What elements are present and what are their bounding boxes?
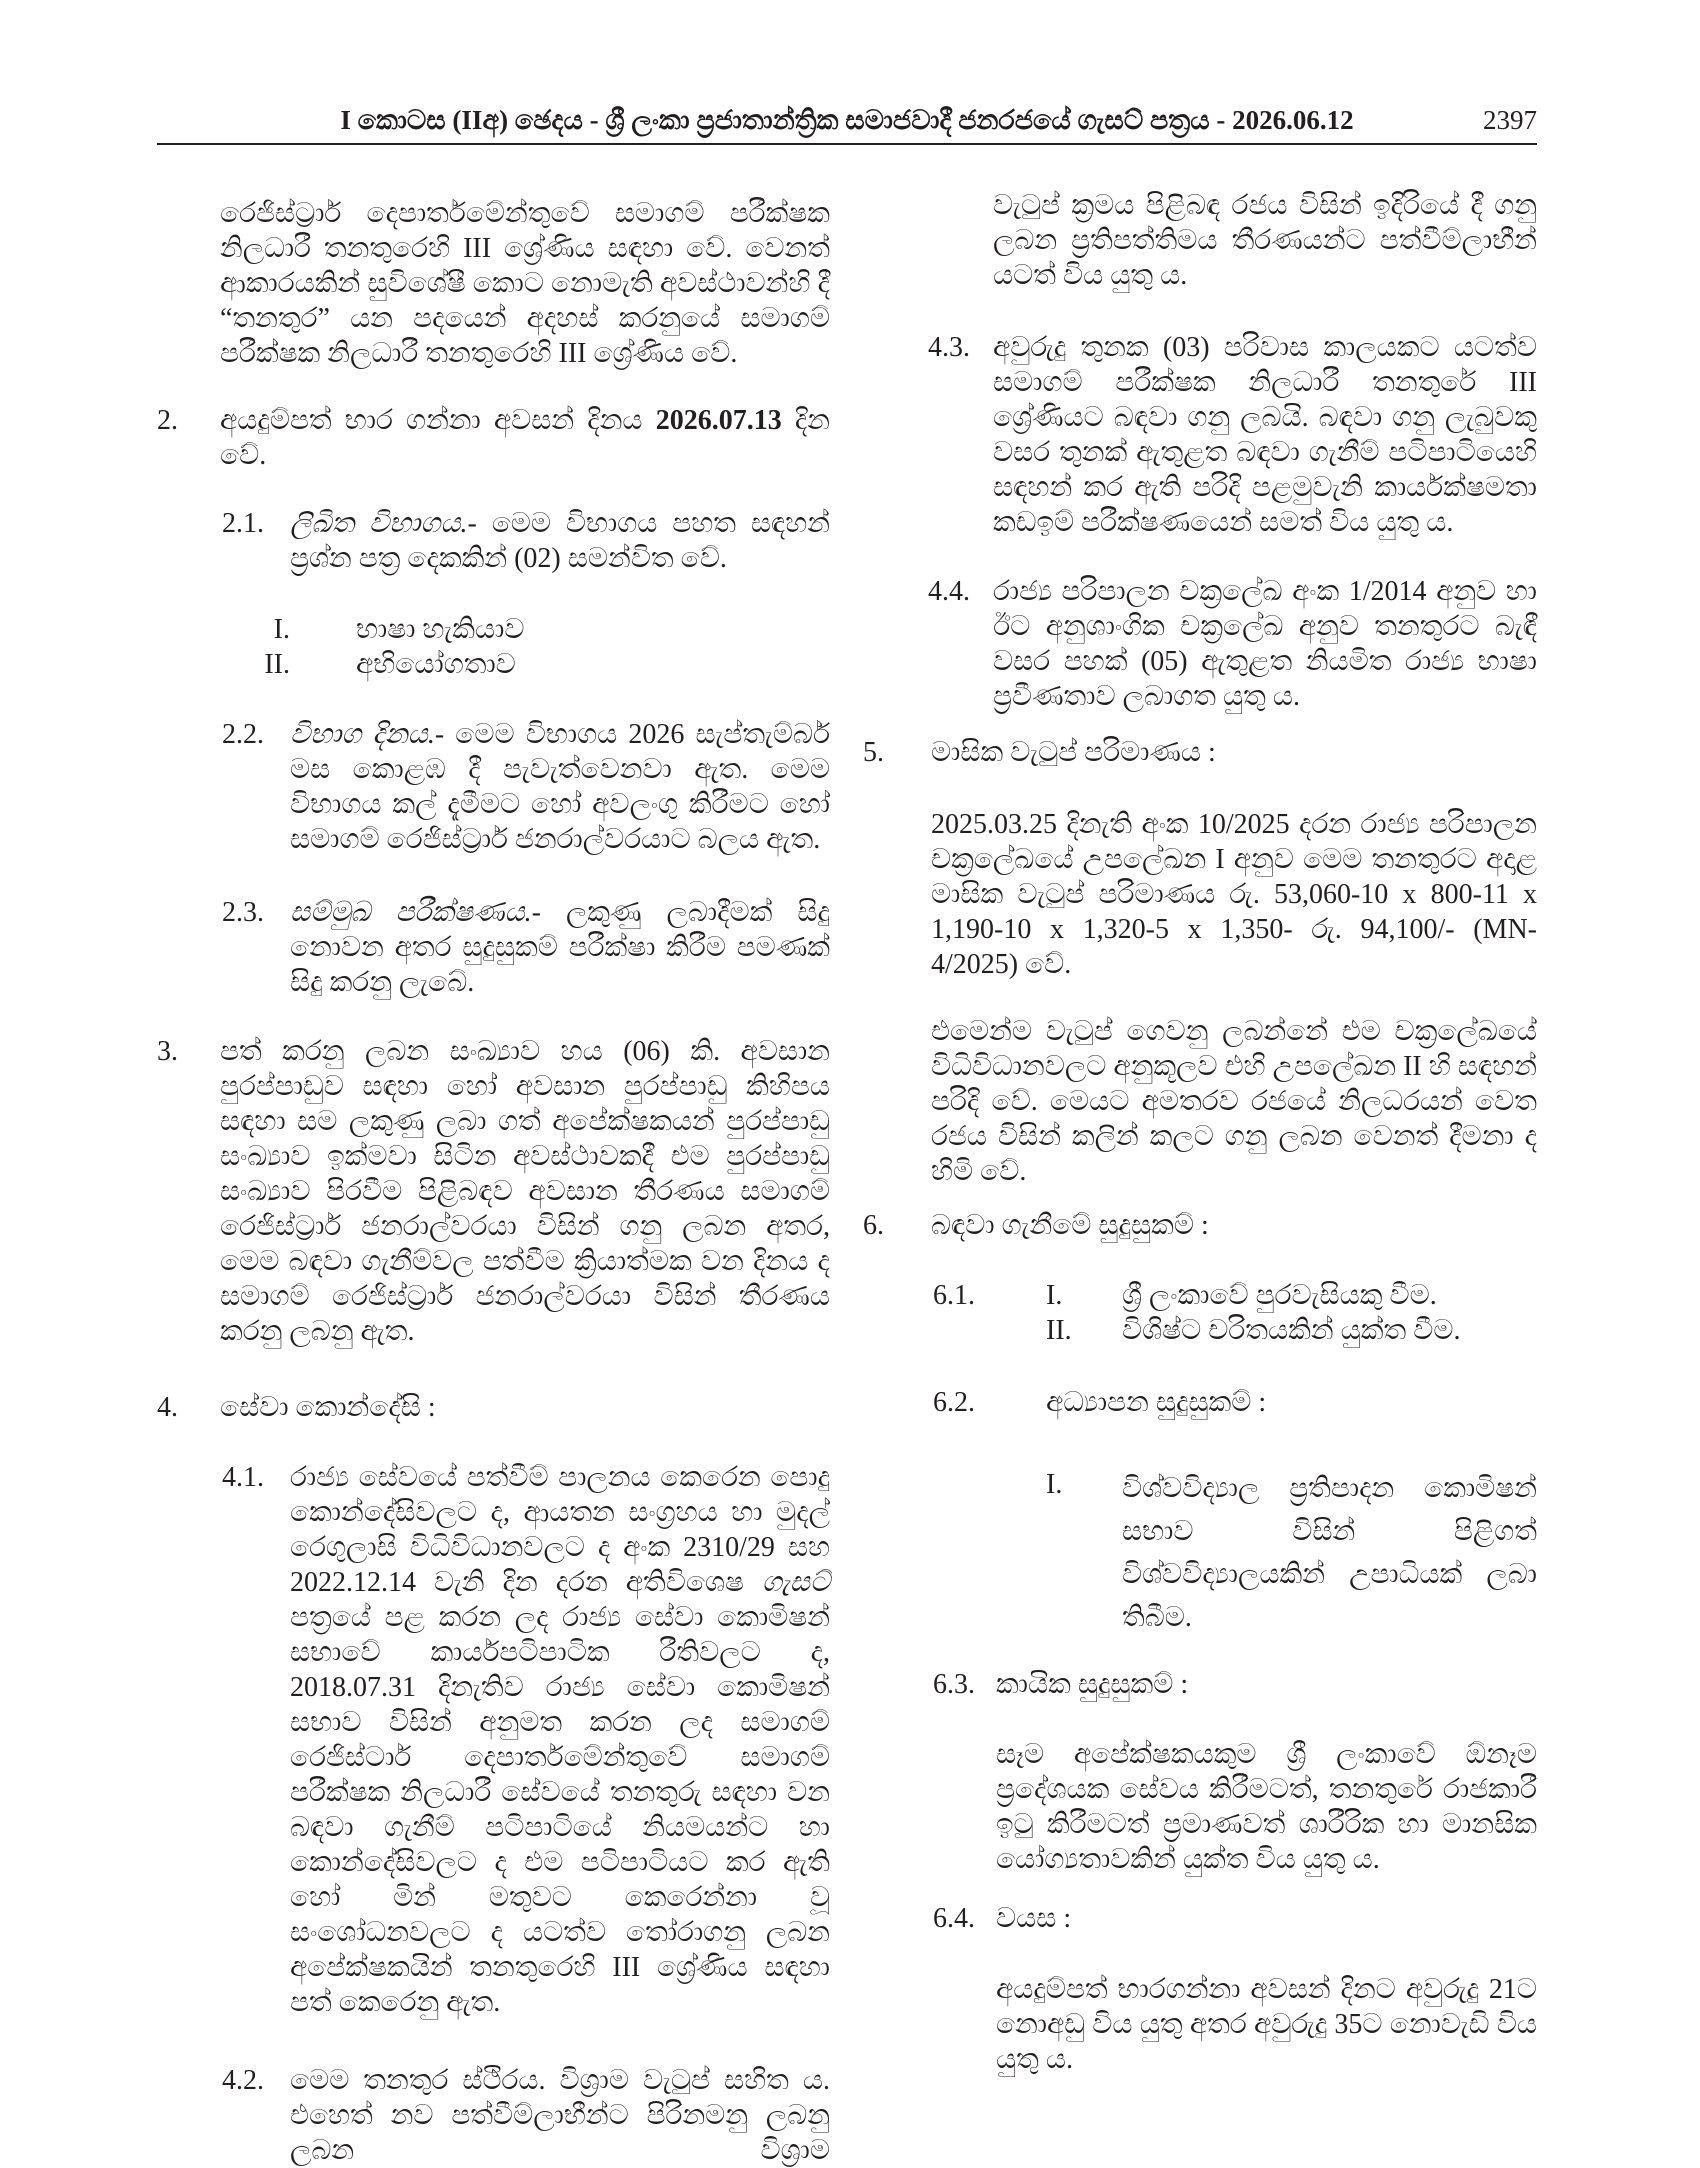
subsection-body: මෙම විභාගය 2026 සැප්තැම්බර් මස කොළඹ දී පැවැත්වෙනවා ඇත. මෙම විභාගය කල් දැමීමට හෝ අවලංගු කිරීමට හෝ සමාගම් රෙජිස්ට්‍රාර් ජනරාල්වරයාට බලය ඇත. — [290, 719, 830, 855]
section-5 — [863, 735, 1537, 770]
section-text: පත් කරනු ලබන සංඛ්‍යාව හය (06) කි. අවසාන පුරප්පාඩුව සඳහා හෝ අවසාන පුරප්පාඩු කිහිපය සඳහා සම ලකුණු ලබා ගත් අපේක්ෂකයන් පුරප්පාඩු සංඛ්‍යාව ඉක්මවා සිටින අවස්ථාවකදී එම පුරප්පාඩු සංඛ්‍යාව පිරවීම පිළිබඳව අවසාන තීරණය සමාගම් රෙජිස්ට්‍රාර් ජනරාල්වරයා විසින් ගනු ලබන අතර, මෙම බඳවා ගැනීම්වල පත්වීම ක්‍රියාත්මක වන දිනය ද සමාගම් රෙජිස්ට්‍රාර් ජනරාල්වරයා විසින් තීරණය කරනු ලබනු ඇත. — [220, 1036, 830, 1347]
header-rule — [157, 143, 1537, 145]
condition-text: විශ්වවිද්‍යාල ප්‍රතිපාදන කොමිෂන් සභාව විසින් පිළිගත් විශ්වවිද්‍යාලයකින් උපාධියක් ලබා තිබීම. — [1122, 1473, 1537, 1633]
subsection-2-1 — [157, 506, 830, 576]
subsection-2-2 — [157, 717, 830, 857]
paper-number: II. — [264, 649, 290, 680]
section-title: බඳවා ගැනීමේ සුදුසුකම් : — [931, 1210, 1209, 1241]
condition-item — [863, 1467, 1537, 1639]
right-column — [863, 180, 1537, 2075]
condition-item — [863, 1278, 1537, 1313]
subsection-number: 2.2. — [222, 719, 264, 750]
subsection-text — [290, 1460, 830, 2020]
section-4 — [157, 1390, 830, 1425]
subsection-4-2 — [157, 2063, 830, 2168]
subsection-number: 2.1. — [222, 508, 264, 539]
paper-number: I. — [273, 614, 290, 645]
subsection-heading: ලිඛිත විභාගය.- — [290, 508, 477, 539]
subsection-text — [290, 895, 830, 1000]
subsection-number: 2.3. — [222, 897, 264, 928]
page-header — [157, 101, 1537, 139]
section-number: 6. — [863, 1210, 884, 1241]
subsection-text — [290, 717, 830, 857]
subsection-4-1 — [157, 1460, 830, 2020]
section-3 — [157, 1034, 830, 1349]
section-number: 4. — [157, 1392, 178, 1423]
closing-date-suffix: දින වේ. — [220, 405, 831, 471]
page-number: 2397 — [1483, 105, 1537, 135]
section-number: 5. — [863, 737, 884, 768]
subsection-number: 6.3. — [933, 1669, 975, 1700]
section-6 — [863, 1208, 1537, 1243]
condition-text: විශිෂ්ට චරිතයකින් යුක්ත වීම. — [1122, 1315, 1461, 1346]
subsection-text: සෑම අපේක්ෂකයකුම ශ්‍රී ලංකාවේ ඕනෑම ප්‍රදේශයක සේවය කිරීමටත්, තනතුරේ රාජකාරී ඉටු කිරීමටත් ප්‍රමාණවත් ශාරීරික හා මානසික යෝග්‍යතාවකින් යුක්ත විය යුතු ය. — [996, 1739, 1537, 1875]
subsection-body: මෙම විභාගය පහත සඳහන් ප්‍රශ්න පත්‍ර දෙකකින් (02) සමන්විත වේ. — [290, 508, 831, 574]
header-title: I කොටස (IIඅ) ඡෙදය - ශ්‍රී ලංකා ප්‍රජාතාන්ත්‍රික සමාජවාදී ජනරජයේ ගැසට් පත්‍රය - 2026.06.12 — [340, 105, 1354, 135]
subsection-number: 6.1. — [933, 1280, 975, 1311]
subsection-number: 4.1. — [222, 1462, 264, 1493]
subsection-text: අයදුම්පත් භාරගන්නා අවසන් දිනට අවුරුදු 21ට නොඅඩු විය යුතු අතර අවුරුදු 35ට නොවැඩි විය යුතු ය. — [996, 1974, 1537, 2075]
subsection-title: කායික සුදුසුකම් : — [996, 1669, 1189, 1700]
subsection-4-3 — [863, 330, 1537, 540]
paper-name: අභියෝගතාව — [356, 649, 516, 680]
condition-number: I. — [1046, 1280, 1063, 1311]
section-number: 3. — [157, 1036, 178, 1067]
paper-name: භාෂා හැකියාව — [356, 614, 525, 645]
condition-item — [863, 1313, 1537, 1348]
subsection-number: 6.4. — [933, 1903, 975, 1934]
condition-number: II. — [1046, 1315, 1072, 1346]
subsection-title: වයස : — [996, 1903, 1072, 1934]
closing-date: 2026.07.13 — [655, 405, 782, 436]
subsection-body: පත්‍රයේ පළ කරන ලද රාජ්‍ය සේවා කොමිෂන් සභාවේ කාර්යපටිපාටික රීතිවලට ද, 2018.07.31 දිනැතිව රාජ්‍ය සේවා කොමිෂන් සභාව විසින් අනුමත කරන ලද සමාගම් රෙජිස්ටාර් දෙපාර්තමේන්තුවේ සමාගම් පරීක්ෂක නිලධාරී සේවයේ තනතුරු සඳහා වන බඳවා ගැනීම් පටිපාටියේ නියමයන්ට හා කොන්දේසිවලට ද එම පටිපාටියට කර ඇති හෝ මින් මතුවට කෙරෙන්නා වූ සංශෝධනවලට ද යටත්ව තෝරාගනු ලබන අපේක්ෂකයින් තනතුරෙහි III ශ්‍රේණිය සඳහා පත් කෙරෙනු ඇත. — [290, 1602, 830, 2018]
subsection-number: 4.4. — [928, 576, 970, 607]
salary-payment-paragraph: එමෙන්ම වැටුප් ගෙවනු ලබන්නේ එම චක්‍රලේඛයේ විධිවිධානවලට අනුකූලව එහි උපලේඛන II හි සඳහන් පරිදි වේ. මෙයට අමතරව රජයේ නිලධරයන් වෙත රජය විසින් කලින් කලට ගනු ලබන වෙනත් දීමනා ද හිමි වේ. — [931, 1016, 1537, 1187]
subsection-text: අවුරුදු තුනක (03) පරිවාස කාලයකට යටත්ව සමාගම් පරීක්ෂක නිලධාරී තනතුරේ III ශ්‍රේණියට බඳවා ගනු ලබයි. බඳවා ගනු ලැබුවකු වසර තුනක් ඇතුළත බඳවා ගැනීම් පටිපාටියෙහි සඳහන් කර ඇති පරිදි පළමුවැනි කාර්යක්ෂමතා කඩඉම් පරීක්ෂණයෙන් සමත් විය යුතු ය. — [993, 332, 1537, 538]
paper-item — [157, 612, 830, 647]
subsection-text: මෙම තනතුර ස්ථිරය. විශ්‍රාම වැටුප් සහිත ය. එහෙත් නව පත්වීම්ලාභීන්ට පිරිනමනු ලබනු ලබන විශ්‍රාම — [290, 2065, 830, 2166]
subsection-text: රාජ්‍ය පරිපාලන චක්‍රලේඛ අංක 1/2014 අනුව හා ඊට අනුශාංගික චක්‍රලේඛ අනුව තනතුරට බැඳී වසර පහක් (05) ඇතුළත නියමිත රාජ්‍ය භාෂා ප්‍රවීණතාව ලබාගත යුතු ය. — [993, 576, 1537, 712]
subsection-4-2-continued: වැටුප් ක්‍රමය පිළිබඳ රජය විසින් ඉදිරියේ දී ගනු ලබන ප්‍රතිපත්තිමය තීරණයන්ට පත්වීම්ලාභීන් යටත් විය යුතු ය. — [993, 190, 1537, 291]
subsection-heading: විභාග දිනය.- — [290, 719, 445, 750]
subsection-heading: සම්මුඛ පරීක්ෂණය.- — [290, 897, 541, 928]
closing-date-text: අයදුම්පත් භාර ගන්නා අවසන් දිනය — [220, 405, 643, 436]
subsection-number: 6.2. — [933, 1387, 975, 1418]
subsection-4-4 — [863, 574, 1537, 714]
subsection-2-3 — [157, 895, 830, 1000]
paper-item — [157, 647, 830, 682]
subsection-body: රාජ්‍ය සේවයේ පත්වීම් පාලනය කෙරෙන පොදු කොන්දේසිවලට ද, ආයතන සංග්‍රහය හා මුදල් රෙගුලාසි විධිවිධානවලට ද අංක 2310/29 සහ 2022.12.14 වැනි දින දරන අතිවිශෙෂ — [290, 1462, 830, 1598]
subsection-6-4 — [863, 1901, 1537, 1936]
condition-number: I. — [1046, 1469, 1063, 1500]
salary-scale-paragraph: 2025.03.25 දිනැති අංක 10/2025 දරන රාජ්‍ය පරිපාලන චක්‍රලේඛයේ උපලේඛන I අනුව මෙම තනතුරට අදාළ මාසික වැටුප් පරිමාණය රු. 53,060-10 x 800-11 x 1,190-10 x 1,320-5 x 1,350- රු. 94,100/- (MN-4/2025) වේ. — [931, 809, 1537, 980]
section-number: 2. — [157, 405, 178, 436]
subsection-number: 4.3. — [928, 332, 970, 363]
subsection-6-1 — [863, 1278, 1537, 1348]
subsection-6-3 — [863, 1667, 1537, 1702]
section-title: සේවා කොන්දේසි : — [220, 1392, 436, 1423]
subsection-text — [290, 506, 830, 576]
subsection-body: ලකුණු ලබාදීමක් සිදු නොවන අතර සුදුසුකම් පරීක්ෂා කිරීම පමණක් සිදු කරනු ලැබේ. — [290, 897, 830, 998]
gazette-word: ගැසට් — [761, 1567, 831, 1598]
section-2 — [157, 403, 830, 473]
section-1-tail: රෙජිස්ට්‍රාර් දෙපාර්තමේන්තුවේ සමාගම් පරීක්ෂක නිලධාරී තනතුරෙහි III ශ්‍රේණිය සඳහා වේ. වෙනත් ආකාරයකින් සුවිශේෂී කොට නොමැති අවස්ථාවන්හි දී “තනතුර” යන පදයෙන් අදහස් කරනුයේ සමාගම් පරීක්ෂක නිලධාරී තනතුරෙහි III ශ්‍රේණිය වේ. — [220, 198, 830, 369]
subsection-6-2 — [863, 1385, 1537, 1420]
section-title: මාසික වැටුප් පරිමාණය : — [931, 737, 1216, 768]
subsection-title: අධ්‍යාපන සුදුසුකම් : — [1046, 1387, 1267, 1418]
subsection-number: 4.2. — [222, 2065, 264, 2096]
condition-text: ශ්‍රී ලංකාවේ පුරවැසියකු වීම. — [1122, 1280, 1437, 1311]
section-text — [220, 403, 830, 473]
left-column — [157, 180, 831, 2166]
